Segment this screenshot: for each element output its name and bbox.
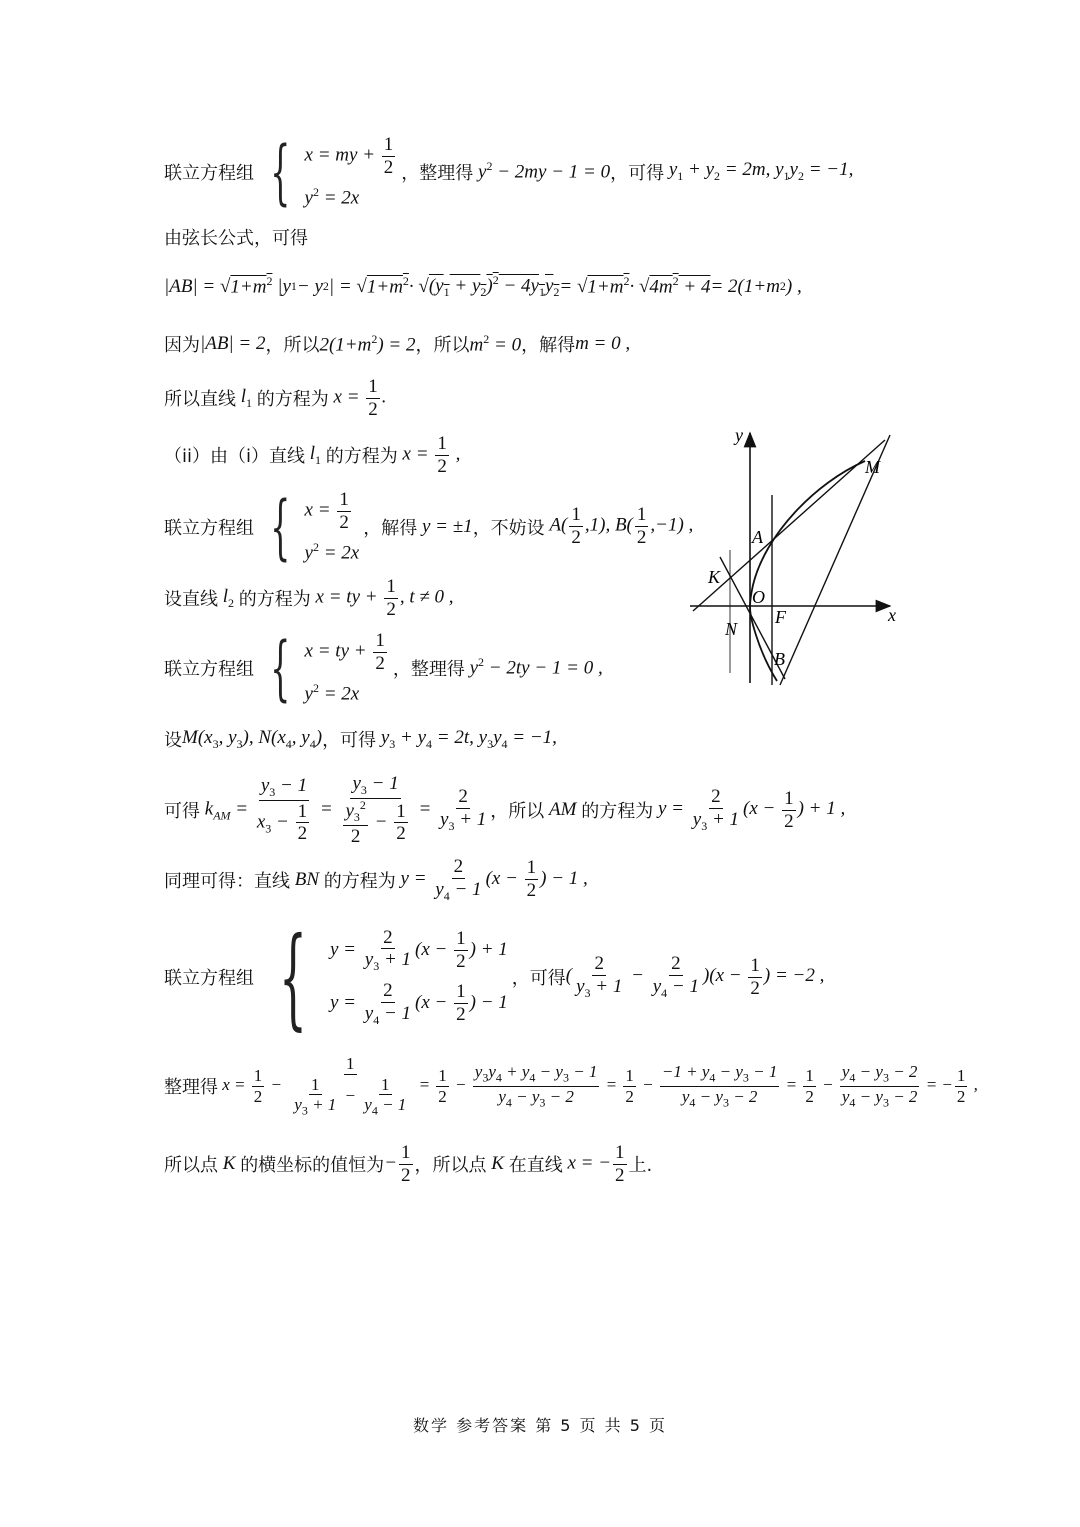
line-11: 可得 $k_{AM}$ = $y_3 - 1$ $x_3$ − $\frac{1}{2}$ = $y_3 - 1$ $\frac{y_3^2}{2}$ − $\frac{1}{2}$ = $\frac{2}{y_3 + 1}$ ，所以 AM 的方程为 y = $\frac{2}{y_3 + 1}$ (x − $\frac{1}{2}$ ) + 1 , [164, 773, 846, 847]
line-14: 整理得 x = $\frac{1}{2}$ − 1 $\frac{1}{y_3 + 1}$ − $\frac{1}{y_4 - 1}$ = $\frac{1}{2}$ − $\frac{y_3y_4 + y_4 - y_3 - 1}{y_4 - y_3 - 2}$ = $\frac{1}{2}$ − $\frac{-1 + y_4 - y_3 - 1}{y_4 - y_3 - 2}$ = $\frac{1}{2}$ − $\frac{y_4 - y_3 - 2}{y_4 - y_3 - 2}$ = − $\frac{1}{2}$ , [164, 1054, 978, 1118]
text: 同理可得：直线 [164, 870, 290, 892]
math: $y^2 - 2my - 1 = 0$ [473, 159, 611, 183]
label-K: K [708, 567, 721, 587]
line-AM [693, 440, 885, 611]
line-15: 所以点 K 的横坐标的值恒为 − $\frac{1}{2}$ ，所以点 K 在直线 x = − $\frac{1}{2}$ 上. [164, 1142, 653, 1186]
text: 所以直线 [164, 389, 236, 411]
equation-system: { x = $\frac{1}{2}$ $y^2 = 2x$ [270, 485, 360, 568]
math: $y_1 + y_2 = 2m$, $y_1y_2 = -1$, [664, 159, 854, 183]
line-4: 因为 |AB| = 2 ，所以 $2(1+m^2) = 2$ ，所以 $m^2 = 0$ ，解得 m = 0 , [164, 331, 631, 356]
text: 的方程为 [238, 589, 311, 611]
label-x: x [888, 605, 896, 625]
label-B: B [774, 649, 785, 669]
line-12: 同理可得：直线 BN 的方程为 y = $\frac{2}{y_4 - 1}$ (x − $\frac{1}{2}$ ) − 1 , [164, 856, 588, 903]
line-5: 所以直线 $l_1$ 的方程为 x = $\frac{1}{2}$ . [164, 376, 387, 420]
label-M: M [865, 457, 880, 477]
text: ，整理得 [392, 658, 465, 680]
text: ，所以 [265, 335, 320, 356]
text: 设直线 [164, 589, 218, 611]
text: 所以点 [164, 1155, 218, 1177]
text: ，解得 [521, 335, 576, 356]
text: 在直线 [508, 1155, 563, 1177]
equation-system: { x = my + $\frac{1}{2}$ $y^2 = 2x$ [270, 130, 394, 213]
text: 联立方程组 [164, 517, 254, 539]
text: 由弦长公式，可得 [164, 228, 308, 249]
text: 的横坐标的值恒为 [240, 1155, 385, 1177]
label-N: N [725, 619, 738, 639]
line-2 [164, 224, 308, 250]
text: ，可得 [511, 968, 566, 989]
text: 因为 [164, 335, 200, 356]
line-9: 联立方程组 { x = ty + $\frac{1}{2}$ $y^2 = 2x$ ，整理得 $y^2 - 2ty - 1 = 0$ , [164, 626, 603, 709]
label-y: y [735, 425, 743, 445]
equation-system: { y = $\frac{2}{y_3 + 1}$ (x − $\frac{1}{2}$ ) + 1 y = $\frac{2}{y_4 - 1}$ (x − $\frac{1}{2}$ ) − 1 [279, 913, 508, 1041]
line-1 [164, 130, 854, 213]
text: 联立方程组 [164, 658, 254, 680]
text: ，可得 [322, 730, 377, 751]
text: 可得 [164, 801, 200, 823]
text: 的方程为 [581, 801, 654, 823]
text: ，不妨设 [472, 517, 545, 539]
text: ，所以 [415, 335, 470, 356]
line-7: 联立方程组 { x = $\frac{1}{2}$ $y^2 = 2x$ ，解得 y = ±1 ，不妨设 A( $\frac{1}{2}$ ,1), B( $\frac{1}{2}$ ,−1) , [164, 485, 694, 568]
text: （ii）由（i）直线 [164, 446, 306, 468]
text: 设 [164, 730, 182, 751]
text: 的方程为 [256, 389, 329, 411]
text: ，解得 [363, 517, 418, 539]
line-13: 联立方程组 { y = $\frac{2}{y_3 + 1}$ (x − $\frac{1}{2}$ ) + 1 y = $\frac{2}{y_4 - 1}$ (x − $\frac{1}{2}$ ) − 1 ，可得 ( $\frac{2}{y_3 + 1}$ − $\frac{2}{y_4 - 1}$ )(x − $\frac{1}{2}$ ) = −2 , [164, 913, 825, 1041]
label-A: A [752, 527, 763, 547]
label-O: O [752, 587, 765, 607]
line-6: （ii）由（i）直线 $l_1$ 的方程为 x = $\frac{1}{2}$ , [164, 433, 461, 477]
text: ，整理得 [401, 162, 474, 184]
text: 上. [628, 1155, 653, 1177]
text: 的方程为 [325, 446, 398, 468]
text: ，所以 [490, 801, 545, 823]
page-footer: 数学 参考答案 第 5 页 共 5 页 [413, 1416, 667, 1435]
text: 联立方程组 [164, 968, 254, 989]
geometry-figure [685, 425, 915, 695]
line-3: |AB| = √ $1+m^2$ |y 1 − y 2 | = √ $1+m^2$ · √ $(y_1 + y_2)^2 - 4y_1y_2$ = √ $1+m^2$ · √ $4m^2 + 4$ = 2(1+m 2 ) , [164, 273, 802, 300]
text: 的方程为 [323, 870, 396, 892]
text: ，所以点 [414, 1155, 487, 1177]
line-10: 设 $M(x_3$, $y_3$), $N(x_4$, $y_4$) ，可得 $y_3 + y_4 = 2t$, $y_3y_4 = -1$, [164, 726, 557, 751]
equation-system: { x = ty + $\frac{1}{2}$ $y^2 = 2x$ [270, 626, 385, 709]
label-F: F [775, 607, 786, 627]
parabola [750, 461, 865, 681]
text: 联立方程组 [164, 162, 254, 184]
text: ，可得 [610, 162, 665, 184]
text: 整理得 [164, 1077, 218, 1099]
line-8: 设直线 $l_2$ 的方程为 x = ty + $\frac{1}{2}$ , t ≠ 0 , [164, 576, 454, 620]
